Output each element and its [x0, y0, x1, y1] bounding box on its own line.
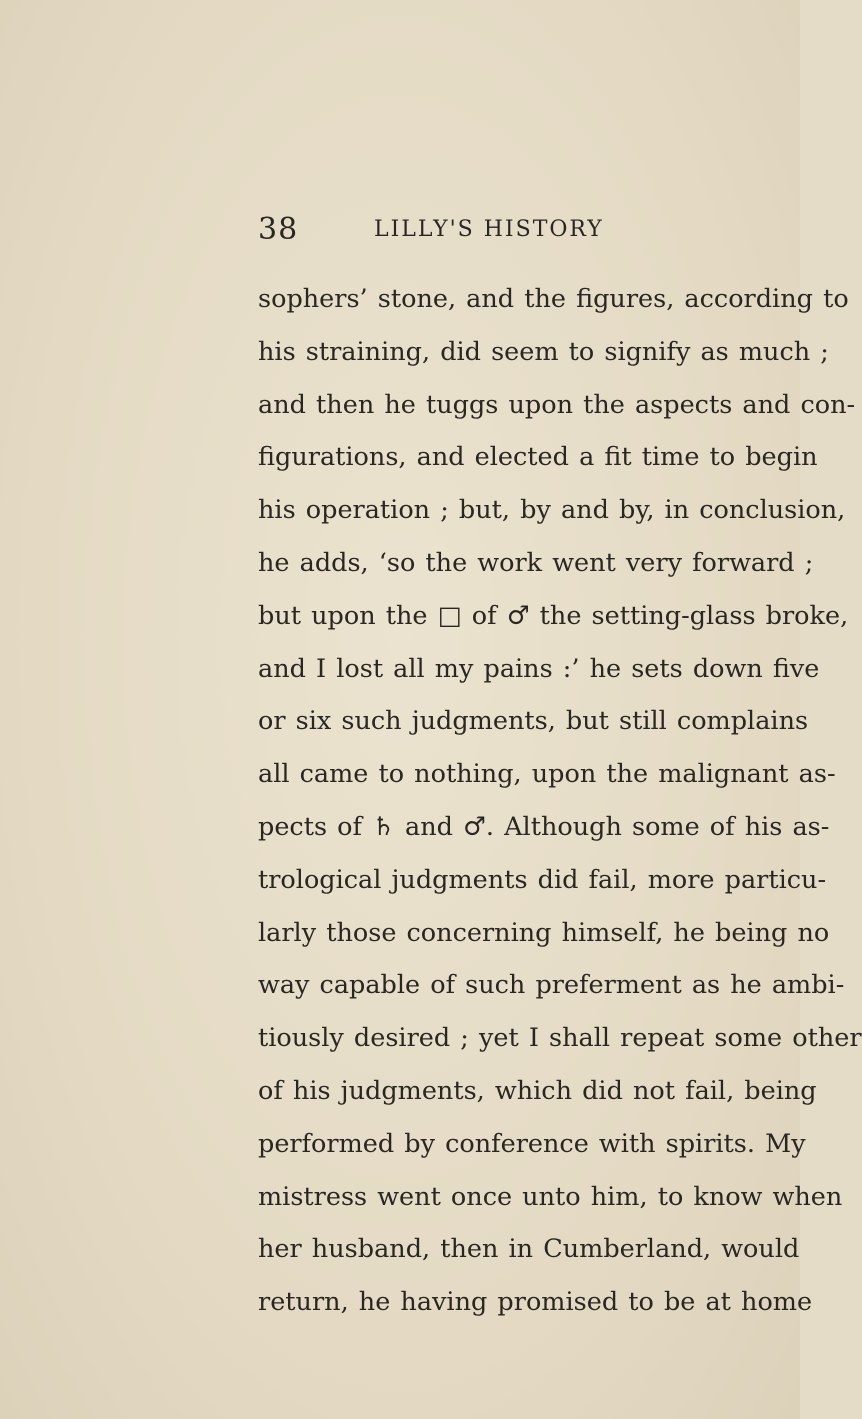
text-line: trological judgments did fail, more particu- [258, 864, 827, 895]
text-line: of his judgments, which did not fail, being [258, 1075, 817, 1106]
text-line: pects of ♄ and ♂. Although some of his as- [258, 811, 830, 842]
text-line: way capable of such preferment as he ambi- [258, 970, 845, 1001]
text-line: his straining, did seem to signify as much ; [258, 336, 829, 367]
text-line: sophers’ stone, and the figures, according to [258, 284, 849, 314]
text-line: larly those concerning himself, he being no [258, 917, 830, 948]
text-line: mistress went once unto him, to know when [258, 1181, 843, 1212]
text-line: all came to nothing, upon the malignant as- [258, 759, 836, 790]
text-line: but upon the □ of ♂ the setting-glass broke, [258, 600, 849, 631]
body-text [258, 273, 862, 1329]
text-line: her husband, then in Cumberland, would [258, 1234, 800, 1265]
text-line: his operation ; but, by and by, in conclusion, [258, 495, 846, 526]
text-line: and then he tuggs upon the aspects and con- [258, 389, 856, 420]
text-line: he adds, ‘so the work went very forward ; [258, 547, 814, 578]
text-line: and I lost all my pains :’ he sets down five [258, 653, 820, 684]
text-line: figurations, and elected a fit time to begin [258, 442, 818, 473]
text-line: tiously desired ; yet I shall repeat some other [258, 1023, 862, 1054]
page-number: 38 [258, 212, 299, 247]
text-line: performed by conference with spirits. My [258, 1128, 806, 1159]
text-line: return, he having promised to be at home [258, 1287, 813, 1318]
text-line: or six such judgments, but still complains [258, 706, 809, 737]
running-title: LILLY'S HISTORY [374, 217, 604, 242]
running-head [258, 208, 800, 252]
